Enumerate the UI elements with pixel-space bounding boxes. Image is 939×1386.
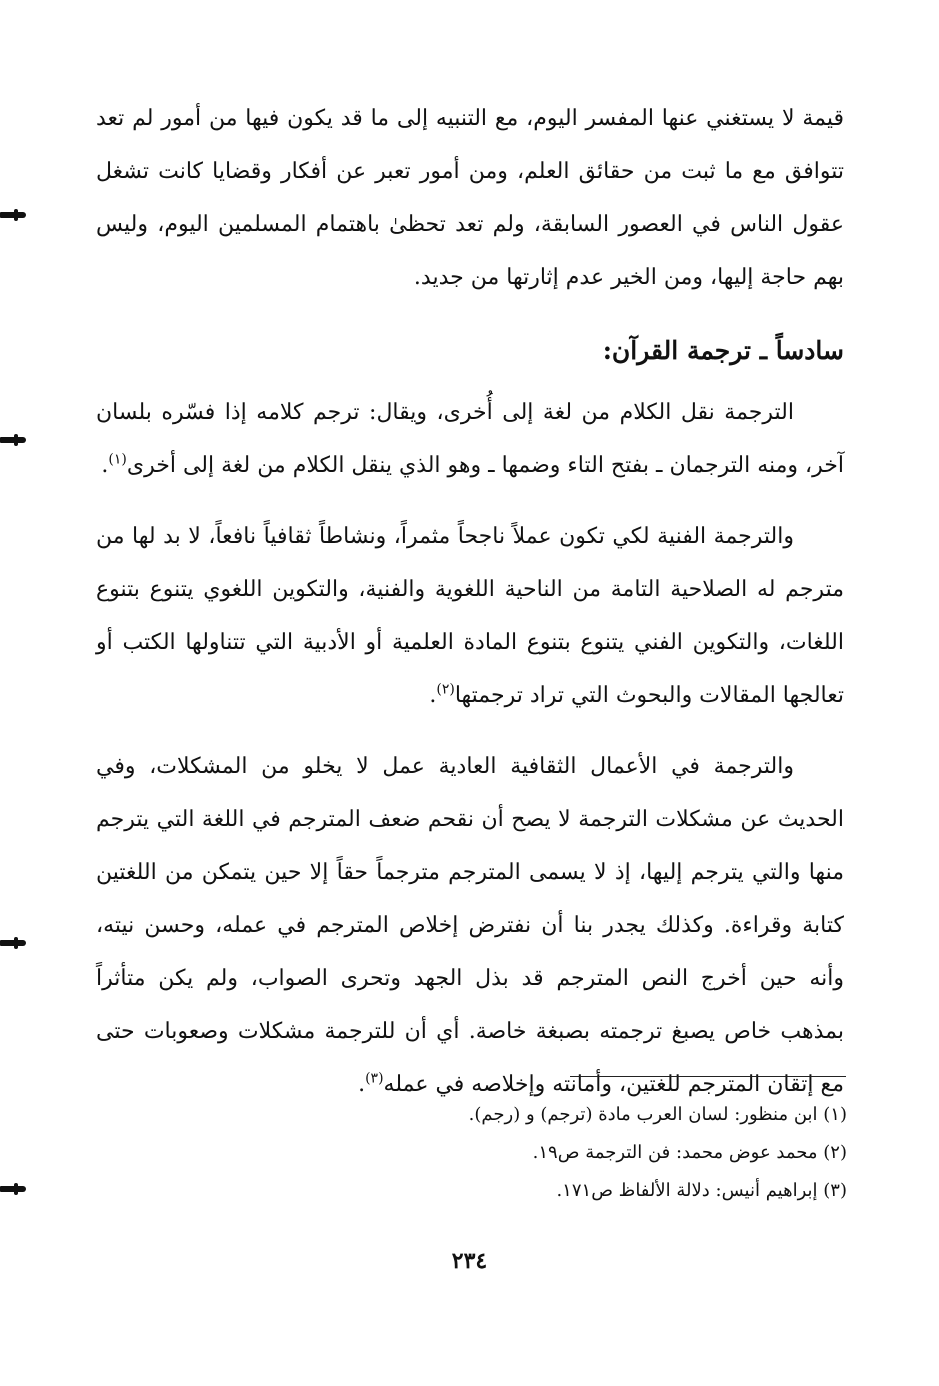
footnote-1: (١) ابن منظور: لسان العرب مادة (ترجم) و (رجم). <box>468 1104 847 1125</box>
paragraph-1: قيمة لا يستغني عنها المفسر اليوم، مع التنبيه إلى ما قد يكون فيها من أمور لم تعد تتوافق مع ما ثبت من حقائق العلم، ومن أمور تعبر عن أفكار وقضايا كانت تشغل عقول الناس في العصور السابقة، ولم تعد تحظىٰ باهتمام المسلمين اليوم، وليس بهم حاجة إليها، ومن الخير عدم إثارتها من جديد. <box>96 106 844 290</box>
footnotes <box>87 1096 847 1210</box>
paragraph-3-end: . <box>429 683 437 708</box>
footnote-ref-1[interactable]: (١) <box>108 451 127 468</box>
binding-mark-icon <box>0 940 26 946</box>
paragraph-2 <box>96 386 844 492</box>
paragraph-4-end: . <box>358 1072 366 1097</box>
paragraph-4-text: والترجمة في الأعمال الثقافية العادية عمل لا يخلو من المشكلات، وفي الحديث عن مشكلات الترجمة لا يصح أن نقحم ضعف المترجم في اللغة التي يترجم منها والتي يترجم إليها، إذ لا يسمى المترجم مترجماً حقاً إلا حين يتمكن من اللغتين كتابة وقراءة. وكذلك يجدر بنا أن نفترض إخلاص المترجم في عمله، وحسن نيته، وأنه حين أخرج النص المترجم قد بذل الجهد وتحرى الصواب، ولم يكن متأثراً بمذهب خاص يصبغ ترجمته بصبغة خاصة. أي أن للترجمة مشكلات وصعوبات حتى مع إتقان المترجم للغتين، وأمانته وإخلاصه في عمله <box>96 754 844 1097</box>
footnote-ref-2[interactable]: (٢) <box>436 681 455 698</box>
paragraph-4 <box>96 740 844 1111</box>
section-heading: سادساً ـ ترجمة القرآن: <box>602 336 844 365</box>
paragraph-2-text: الترجمة نقل الكلام من لغة إلى أُخرى، ويقال: ترجم كلامه إذا فسّره بلسان آخر، ومنه الترجمان ـ بفتح التاء وضمها ـ وهو الذي ينقل الكلام من لغة إلى أخرى <box>96 400 844 478</box>
footnote-divider <box>570 1076 846 1077</box>
page-number: ٢٣٤ <box>451 1248 488 1274</box>
binding-mark-icon <box>0 437 26 443</box>
binding-mark-icon <box>0 212 26 218</box>
binding-mark-icon <box>0 1186 26 1192</box>
footnote-ref-3[interactable]: (٣) <box>365 1070 384 1087</box>
footnote-3: (٣) إبراهيم أنيس: دلالة الألفاظ ص١٧١. <box>556 1180 847 1201</box>
paragraph-2-end: . <box>101 453 109 478</box>
paragraph-3 <box>96 510 844 722</box>
footnote-2: (٢) محمد عوض محمد: فن الترجمة ص١٩. <box>532 1142 847 1163</box>
paragraph-3-text: والترجمة الفنية لكي تكون عملاً ناجحاً مثمراً، ونشاطاً ثقافياً نافعاً، لا بد لها من مترجم له الصلاحية التامة من الناحية اللغوية والفنية، والتكوين اللغوي يتنوع بتنوع اللغات، والتكوين الفني يتنوع بتنوع المادة العلمية أو الأدبية التي تتناولها الكتب أو تعالجها المقالات والبحوث التي تراد ترجمتها <box>96 524 844 708</box>
